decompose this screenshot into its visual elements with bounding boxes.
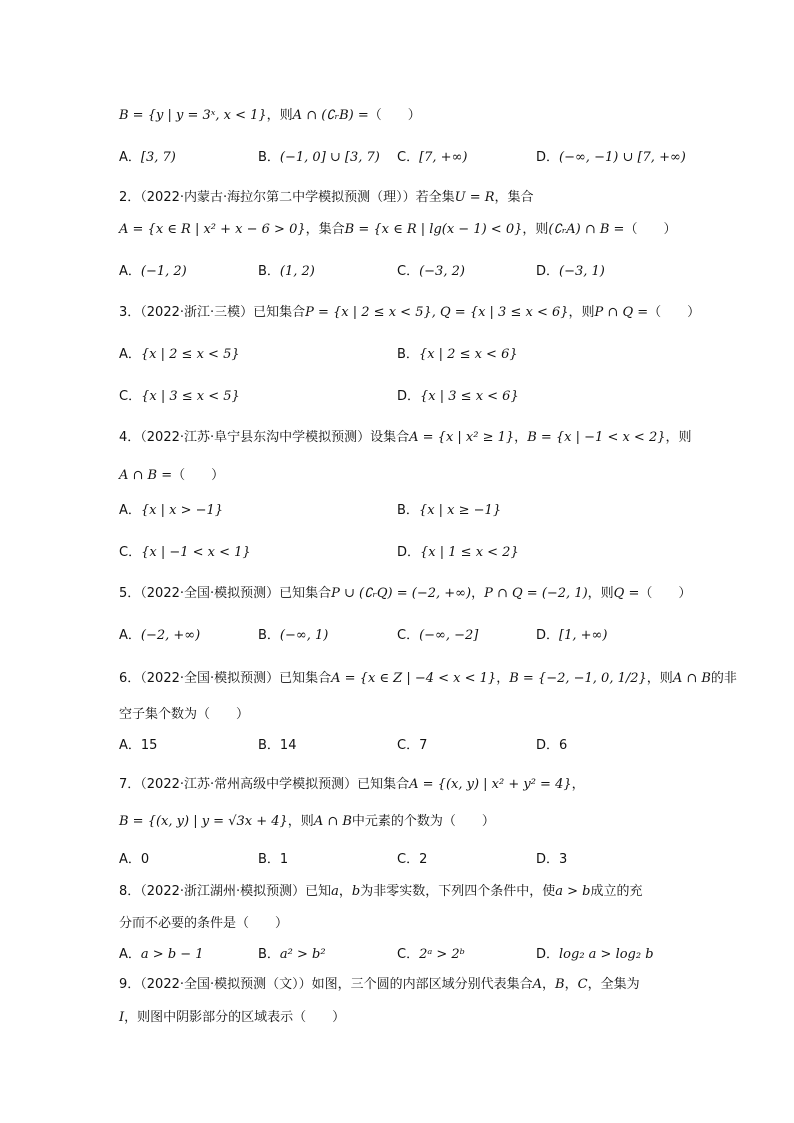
option-label: A．: [119, 852, 141, 867]
text-segment: 成立的充: [590, 884, 643, 899]
option-math: 2ᵃ > 2ᵇ: [419, 947, 465, 962]
text-segment: ，: [338, 884, 352, 899]
text-segment: 空子集个数为（ ）: [119, 707, 250, 722]
text-line: [119, 669, 737, 689]
option-math: {x | x > −1}: [140, 503, 224, 518]
option-math: [1, +∞): [559, 628, 608, 643]
math-expression: B = {x ∈ R | lg(x − 1) < 0}: [344, 222, 523, 237]
option-label: B．: [397, 347, 419, 362]
text-segment: ，: [571, 777, 585, 792]
text-segment: （ ）: [172, 468, 225, 483]
option-label: C．: [397, 852, 420, 867]
text-segment: 的非: [710, 671, 737, 686]
option-label: D．: [397, 389, 421, 404]
text-segment: 8．（2022·浙江湖州·模拟预测）已知: [119, 884, 332, 899]
answer-option: [397, 850, 427, 870]
answer-option: [119, 387, 240, 407]
answer-option: [397, 543, 519, 563]
answer-option: [258, 945, 326, 965]
text-segment: 6．（2022·全国·模拟预测）已知集合: [119, 671, 332, 686]
option-label: A．: [119, 503, 141, 518]
option-label: A．: [119, 947, 141, 962]
math-expression: C: [577, 977, 588, 992]
option-label: B．: [258, 628, 280, 643]
answer-option: [258, 736, 296, 756]
text-line: [119, 303, 701, 323]
math-expression: (∁ᵣA) ∩ B =: [548, 222, 625, 237]
text-line: [119, 466, 694, 486]
text-segment: ，则: [522, 222, 549, 237]
option-label: A．: [119, 628, 141, 643]
answer-option: [536, 850, 567, 870]
option-label: D．: [536, 947, 560, 962]
answer-option: [536, 148, 686, 168]
option-math: {x | 3 ≤ x < 5}: [141, 389, 240, 404]
option-value: 15: [140, 738, 158, 753]
answer-option: [119, 626, 200, 646]
math-expression: B = {y | y = 3ˣ, x < 1}: [119, 108, 267, 123]
text-segment: 为非零实数，下列四个条件中，使: [360, 884, 556, 899]
option-label: B．: [397, 503, 419, 518]
option-label: C．: [397, 628, 420, 643]
text-segment: 中元素的个数为（ ）: [351, 814, 495, 829]
math-expression: I: [119, 1010, 125, 1025]
math-expression: B = {(x, y) | y = √3x + 4}: [119, 814, 288, 829]
answer-option: [397, 736, 427, 756]
math-expression: A = {x ∈ R | x² + x − 6 > 0}: [119, 222, 306, 237]
option-value: 1: [279, 852, 289, 867]
option-label: B．: [258, 852, 280, 867]
option-math: (−∞, −2]: [419, 628, 479, 643]
option-value: 2: [419, 852, 428, 867]
answer-option: [119, 148, 176, 168]
math-expression: A ∩ B: [672, 671, 711, 686]
option-value: 6: [559, 738, 568, 753]
math-expression: P ∩ Q =: [594, 305, 649, 320]
text-segment: 5．（2022·全国·模拟预测）已知集合: [119, 586, 332, 601]
text-segment: ，则: [665, 430, 692, 445]
math-expression: A = {(x, y) | x² + y² = 4}: [409, 777, 572, 792]
option-label: A．: [119, 150, 141, 165]
text-segment: 分而不必要的条件是（ ）: [119, 916, 289, 931]
math-expression: P ∪ (∁ᵣQ) = (−2, +∞): [331, 586, 472, 601]
option-label: D．: [536, 738, 560, 753]
math-expression: A ∩ (∁ᵣB) =: [292, 108, 369, 123]
text-line: [119, 775, 694, 795]
text-segment: ，: [496, 671, 510, 686]
text-line: [119, 914, 694, 934]
option-math: a > b − 1: [140, 947, 204, 962]
option-label: C．: [119, 389, 142, 404]
math-expression: b: [351, 884, 361, 899]
option-math: a² > b²: [279, 947, 326, 962]
text-line: [119, 220, 694, 240]
option-math: {x | 1 ≤ x < 2}: [420, 545, 519, 560]
answer-option: [397, 626, 478, 646]
text-line: [119, 188, 694, 208]
option-value: 14: [279, 738, 297, 753]
option-math: (−3, 2): [419, 264, 465, 279]
text-segment: ，则: [646, 671, 673, 686]
option-label: C．: [397, 150, 420, 165]
option-math: [3, 7): [140, 150, 176, 165]
text-segment: 7．（2022·江苏·常州高级中学模拟预测）已知集合: [119, 777, 410, 792]
math-expression: A: [532, 977, 543, 992]
option-math: log₂ a > log₂ b: [559, 947, 654, 962]
text-line: [119, 1008, 694, 1028]
option-label: B．: [258, 738, 280, 753]
text-segment: ，则: [266, 108, 293, 123]
text-segment: 3．（2022·浙江·三模）已知集合: [119, 305, 306, 320]
option-math: {x | 3 ≤ x < 6}: [420, 389, 519, 404]
answer-option: [536, 945, 654, 965]
option-math: {x | 2 ≤ x < 6}: [418, 347, 518, 362]
option-label: D．: [397, 545, 421, 560]
text-line: [119, 975, 694, 995]
math-expression: P ∩ Q = (−2, 1): [484, 586, 588, 601]
text-segment: 4．（2022·江苏·阜宁县东沟中学模拟预测）设集合: [119, 430, 410, 445]
option-math: {x | x ≥ −1}: [418, 503, 502, 518]
answer-option: [397, 501, 501, 521]
option-value: 3: [559, 852, 568, 867]
math-expression: U = R: [454, 190, 495, 205]
math-expression: A = {x | x² ≥ 1}: [409, 430, 515, 445]
answer-option: [258, 262, 315, 282]
option-value: 0: [140, 852, 150, 867]
option-math: (1, 2): [279, 264, 315, 279]
text-segment: （ ）: [624, 222, 677, 237]
text-segment: （ ）: [639, 586, 692, 601]
answer-option: [119, 543, 251, 563]
answer-option: [119, 945, 204, 965]
math-expression: A = {x ∈ Z | −4 < x < 1}: [331, 671, 497, 686]
option-math: (−1, 2): [140, 264, 187, 279]
option-label: A．: [119, 264, 141, 279]
math-expression: Q =: [613, 586, 640, 601]
math-expression: a > b: [555, 884, 591, 899]
option-label: C．: [397, 264, 420, 279]
answer-option: [258, 850, 288, 870]
option-label: A．: [119, 347, 141, 362]
option-label: C．: [397, 738, 420, 753]
option-label: D．: [536, 264, 560, 279]
answer-option: [397, 945, 465, 965]
option-math: (−1, 0] ∪ [3, 7): [279, 150, 380, 165]
option-math: (−∞, 1): [279, 628, 329, 643]
answer-option: [119, 262, 187, 282]
answer-option: [119, 850, 149, 870]
option-math: (−∞, −1) ∪ [7, +∞): [559, 150, 686, 165]
option-math: (−2, +∞): [140, 628, 201, 643]
math-expression: A ∩ B: [313, 814, 352, 829]
text-line: [119, 812, 694, 832]
math-expression: B: [555, 977, 565, 992]
answer-option: [119, 736, 157, 756]
text-segment: ，则: [287, 814, 314, 829]
text-segment: ，则: [587, 586, 614, 601]
option-math: {x | −1 < x < 1}: [141, 545, 251, 560]
answer-option: [536, 262, 605, 282]
option-label: C．: [119, 545, 142, 560]
math-expression: B = {−2, −1, 0, 1/2}: [509, 671, 647, 686]
option-label: A．: [119, 738, 141, 753]
answer-option: [397, 262, 465, 282]
text-segment: 2．（2022·内蒙古·海拉尔第二中学模拟预测（理））若全集: [119, 190, 455, 205]
answer-option: [536, 626, 607, 646]
option-label: D．: [536, 628, 560, 643]
answer-option: [397, 345, 518, 365]
text-line: [119, 428, 694, 448]
answer-option: [119, 501, 223, 521]
text-line: [119, 705, 694, 725]
text-line: [119, 106, 694, 126]
option-label: B．: [258, 264, 280, 279]
answer-option: [397, 387, 519, 407]
math-expression: a: [331, 884, 339, 899]
text-segment: 9．（2022·全国·模拟预测（文））如图，三个圆的内部区域分别代表集合: [119, 977, 533, 992]
math-expression: P = {x | 2 ≤ x < 5}, Q = {x | 3 ≤ x < 6}: [305, 305, 569, 320]
answer-option: [119, 345, 240, 365]
math-expression: B = {x | −1 < x < 2}: [527, 430, 666, 445]
answer-option: [258, 148, 380, 168]
answer-option: [397, 148, 467, 168]
option-math: (−3, 1): [559, 264, 605, 279]
text-line: [119, 584, 694, 604]
answer-option: [258, 626, 328, 646]
option-label: B．: [258, 947, 280, 962]
text-segment: ，: [471, 586, 485, 601]
text-segment: ，则: [568, 305, 595, 320]
option-math: {x | 2 ≤ x < 5}: [140, 347, 240, 362]
text-segment: ，集合: [305, 222, 345, 237]
text-segment: （ ）: [368, 108, 421, 123]
option-math: [7, +∞): [419, 150, 468, 165]
math-expression: A ∩ B =: [119, 468, 173, 483]
option-value: 7: [419, 738, 428, 753]
option-label: C．: [397, 947, 420, 962]
text-segment: ，: [514, 430, 528, 445]
option-label: D．: [536, 150, 560, 165]
text-segment: ，: [542, 977, 556, 992]
text-segment: ，: [564, 977, 578, 992]
text-segment: ，则图中阴影部分的区域表示（ ）: [124, 1010, 346, 1025]
text-segment: ，集合: [494, 190, 534, 205]
text-segment: ，全集为: [587, 977, 640, 992]
text-segment: （ ）: [648, 305, 701, 320]
option-label: B．: [258, 150, 280, 165]
option-label: D．: [536, 852, 560, 867]
answer-option: [536, 736, 567, 756]
text-line: [119, 882, 694, 902]
